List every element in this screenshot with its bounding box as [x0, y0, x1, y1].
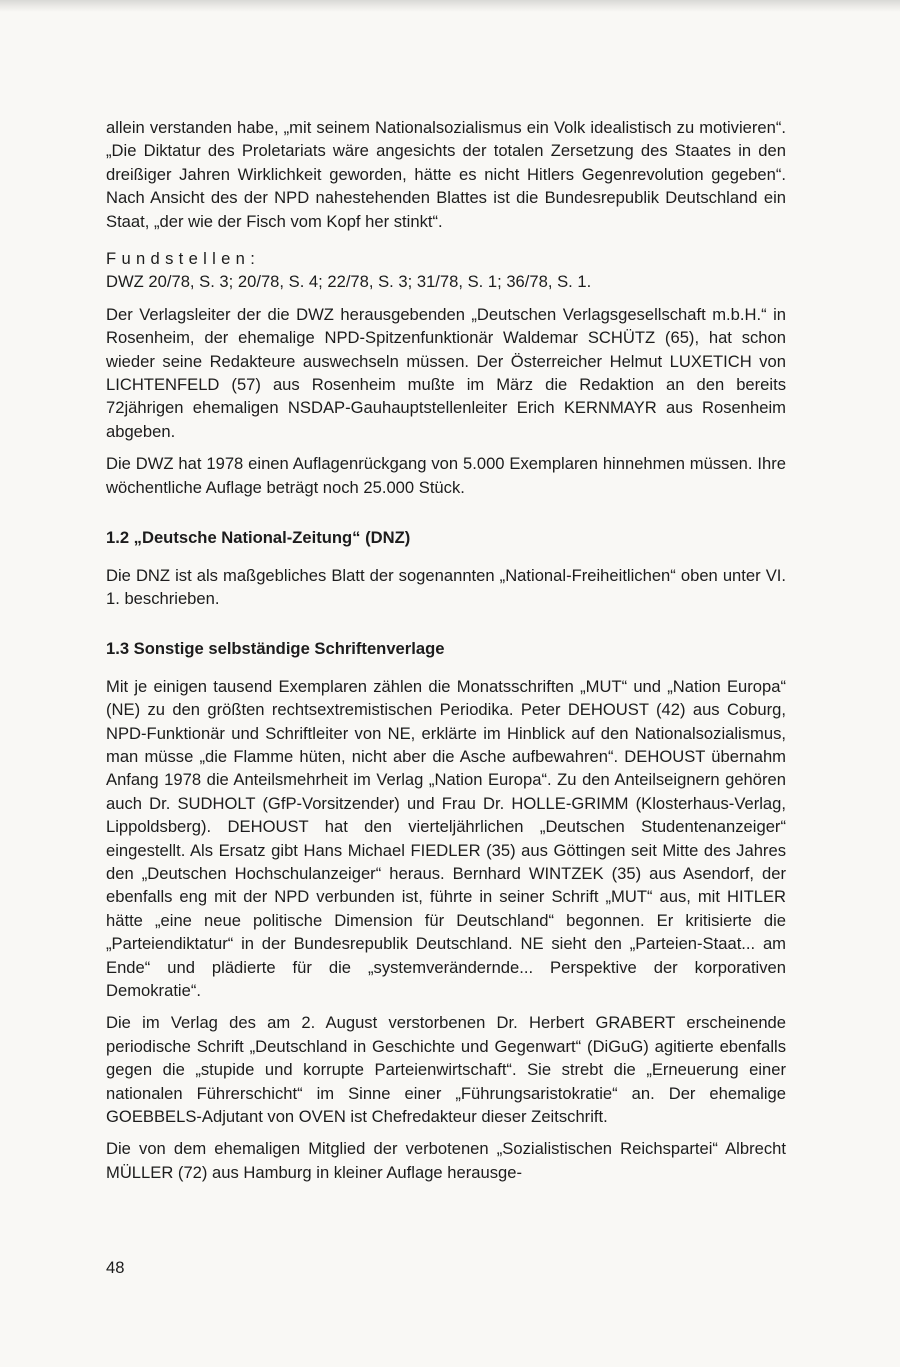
section-1-3-paragraph-1: Mit je einigen tausend Exemplaren zählen die Monatsschriften „MUT“ und „Nation Europa“ (NE) zu den größten rechtsextremistischen Periodika. Peter DEHOUST (42) aus Coburg, NPD-Funktionär und Schriftleiter von NE, erklärte im Hinblick auf den Nationalsozialismus, man müsse „die Flamme hüten, nicht aber die Asche aufbewahren“. DEHOUST übernahm Anfang 1978 die Anteilsmehrheit im Verlag „Nation Europa“. Zu den Anteilseignern gehören auch Dr. SUDHOLT (GfP-Vorsitzender) und Frau Dr. HOLLE-GRIMM (Klosterhaus-Verlag, Lippoldsberg). DEHOUST hat den vierteljährlichen „Deutschen Studentenanzeiger“ eingestellt. Als Ersatz gibt Hans Michael FIEDLER (35) aus Göttingen seit Mitte des Jahres den „Deutschen Hochschulanzeiger“ heraus. Bernhard WINTZEK (35) aus Asendorf, der ebenfalls eng mit der NPD verbunden ist, führte in seiner Schrift „MUT“ aus, mit HITLER hätte „eine neue politische Dimension für Deutschland“ begonnen. Er kritisierte die „Parteiendiktatur“ in der Bundesrepublik Deutschland. NE sieht den „Parteien-Staat... am Ende“ und plädierte für die „systemverändernde... Perspektive der korporativen Demokratie“. [106, 676, 786, 1000]
section-1-3-paragraph-2: Die im Verlag des am 2. August verstorbenen Dr. Herbert GRABERT erscheinende periodische Schrift „Deutschland in Geschichte und Gegenwart“ (DiGuG) agitierte ebenfalls gegen die „stupide und korrupte Parteienwirtschaft“. Sie strebt die „Erneuerung einer nationalen Führerschicht“ im Sinne einer „Führungsaristokratie“ an. Der ehemalige GOEBBELS-Adjutant von OVEN ist Chefredakteur dieser Zeitschrift. [106, 1013, 786, 1127]
section-1-3-paragraph-3: Die von dem ehemaligen Mitglied der verbotenen „Sozialistischen Reichspartei“ Albrecht MÜLLER (72) aus Hamburg in kleiner Auflage herausge- [106, 1139, 786, 1182]
document-page [106, 116, 786, 1184]
section-1-2-body: Die DNZ ist als maßgebliches Blatt der sogenannten „National-Freiheitlichen“ oben unter VI. 1. beschrieben. [106, 565, 786, 608]
sources-list: DWZ 20/78, S. 3; 20/78, S. 4; 22/78, S. 3; 31/78, S. 1; 36/78, S. 1. [106, 272, 592, 292]
section-heading-1-2: 1.2 „Deutsche National-Zeitung“ (DNZ) [106, 528, 411, 548]
scan-edge-shadow [0, 0, 900, 12]
publisher-paragraph: Der Verlagsleiter der die DWZ herausgebenden „Deutschen Verlagsgesellschaft m.b.H.“ in Rosenheim, der ehemalige NPD-Spitzenfunktionär Waldemar SCHÜTZ (65), hat schon wieder seine Redakteure auswechseln müssen. Der Österreicher Helmut LUXETICH von LICHTENFELD (57) aus Rosenheim mußte im März die Redaktion an den bereits 72jährigen ehemaligen NSDAP-Gauhauptstellenleiter Erich KERNMAYR aus Rosenheim abgeben. [106, 304, 786, 441]
intro-paragraph: allein verstanden habe, „mit seinem Nationalsozialismus ein Volk idealistisch zu motivieren“. „Die Diktatur des Proletariats wäre angesichts der totalen Zersetzung des Staates in den dreißiger Jahren Wirklichkeit geworden, hätte es nicht Hitlers Gegenrevolution gegeben“. Nach Ansicht des der NPD nahestehenden Blattes ist die Bundesrepublik Deutschland ein Staat, „der wie der Fisch vom Kopf her stinkt“. [106, 118, 786, 231]
circulation-paragraph: Die DWZ hat 1978 einen Auflagenrückgang von 5.000 Exemplaren hinnehmen müssen. Ihre wöchentliche Auflage beträgt noch 25.000 Stück. [106, 454, 786, 497]
sources-label: Fundstellen: [106, 249, 261, 269]
page-number: 48 [106, 1258, 125, 1277]
section-heading-1-3: 1.3 Sonstige selbständige Schriftenverlage [106, 639, 445, 659]
